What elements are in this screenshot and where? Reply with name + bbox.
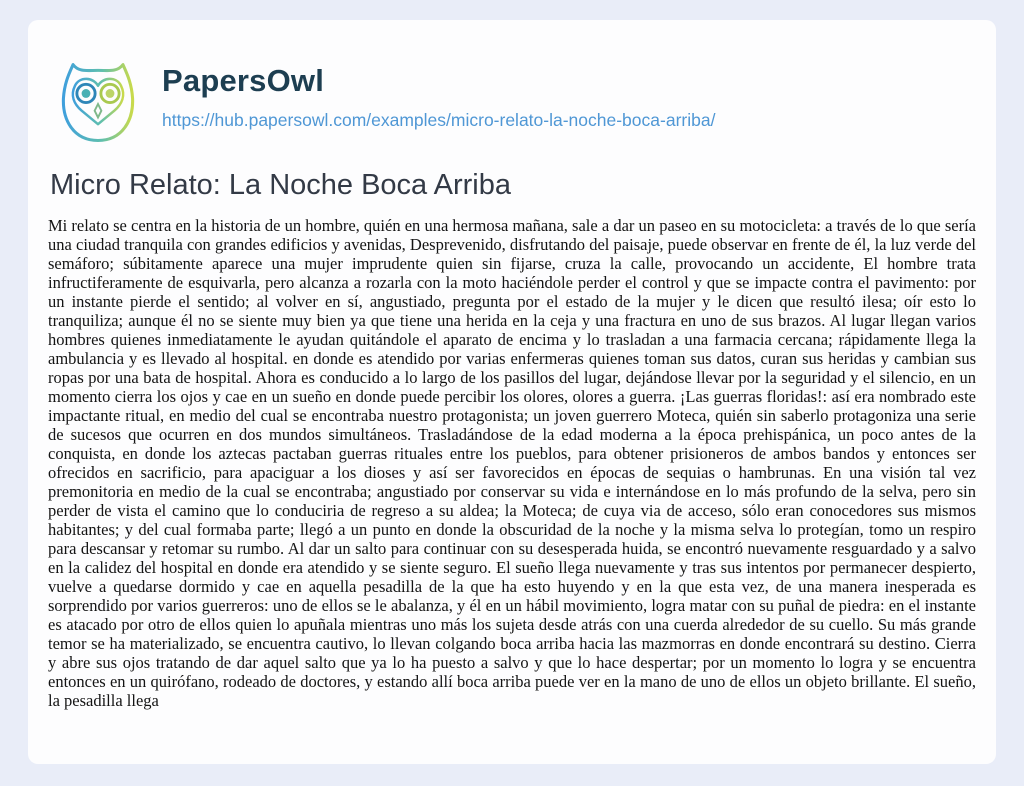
site-header (50, 56, 976, 152)
brand-column (162, 56, 715, 131)
essay-title: Micro Relato: La Noche Boca Arriba (50, 169, 511, 201)
essay-body-text: Mi relato se centra en la historia de un hombre, quién en una hermosa mañana, sale a dar un paseo en su motocicleta: a través de lo que sería una ciudad tranquila con grandes edificios y avenidas, Desprevenido, disfrutando del paisaje, puede observar en frente de él, la luz verde del semáforo; súbitamente aparece una mujer imprudente quien sin fijarse, cruza la calle, provocando un accidente, El hombre trata infructiferamente de esquivarla, pero alcanza a rozarla con la moto haciéndole perder el control y que se impacte contra el pavimento: por un instante pierde el sentido; al volver en sí, angustiado, pregunta por el estado de la mujer y le dicen que resultó ilesa; oír esto lo tranquiliza; aunque él no se siente muy bien ya que tiene una herida en la ceja y una fractura en uno de sus brazos. Al lugar llegan varios hombres quienes inmediatamente le ayudan quitándole el aparato de encima y lo trasladan a una farmacia cercana; rápidamente llega la ambulancia y es llevado al hospital. en donde es atendido por varias enfermeras quienes toman sus datos, curan sus heridas y cambian sus ropas por una bata de hospital. Ahora es conducido a lo largo de los pasillos del lugar, dejándose llevar por la seguridad y el silencio, en un momento cierra los ojos y cae en un sueño en donde puede percibir los olores, olores a guerra. ¡Las guerras floridas!: así era nombrado este impactante ritual, en medio del cual se encontraba nuestro protagonista; un joven guerrero Moteca, quién sin saberlo protagoniza una serie de sucesos que ocurren en dos mundos simultáneos. Trasladándose de la edad moderna a la época prehispánica, un poco antes de la conquista, en donde los aztecas pactaban guerras rituales entre los pueblos, para obtener prisioneros de ambos bandos y entonces ser ofrecidos en sacrificio, para apaciguar a los dioses y así ser favorecidos en épocas de sequias o hambrunas. En una visión tal vez premonitoria en medio de la cual se encontraba; angustiado por conservar su vida e internándose en lo más profundo de la selva, pero sin perder de vista el camino que lo conduciria de regreso a su aldea; la Moteca; de cuya via de acceso, sólo eran conocedores sus mismos habitantes; y del cual formaba parte; llegó a un punto en donde la obscuridad de la noche y la misma selva lo protegían, tomo un respiro para descansar y retomar su rumbo. Al dar un salto para continuar con su desesperada huida, se encontró nuevamente resguardado y a salvo en la calidez del hospital en donde era atendido y se siente seguro. El sueño llega nuevamente y tras sus intentos por permanecer despierto, vuelve a quedarse dormido y cae en aquella pesadilla de la que ha esto huyendo y en la que esta vez, de una manera inesperada es sorprendido por varios guerreros: uno de ellos se le abalanza, y él en un hábil movimiento, logra matar con su puñal de piedra: en el instante es atacado por otro de ellos quien lo apuñala mientras uno más los sujeta desde atrás con una cuerda alrededor de su cuello. Su más grande temor se ha materializado, se encuentra cautivo, lo llevan colgando boca arriba hacia las mazmorras en donde encontrará su destino. Cierra y abre sus ojos tratando de dar aquel salto que ya lo ha puesto a salvo y que lo hace despertar; por un momento lo logra y se encuentra entonces en un quirófano, rodeado de doctores, y estando allí boca arriba puede ver en la mano de uno de ellos un objeto brillante. El sueño, la pesadilla llega (48, 215, 976, 710)
brand-name: PapersOwl (162, 63, 325, 98)
page-url-link[interactable]: https://hub.papersowl.com/examples/micro-relato-la-noche-boca-arriba/ (162, 110, 716, 131)
content-card (28, 20, 996, 764)
owl-logo-icon (50, 56, 146, 152)
